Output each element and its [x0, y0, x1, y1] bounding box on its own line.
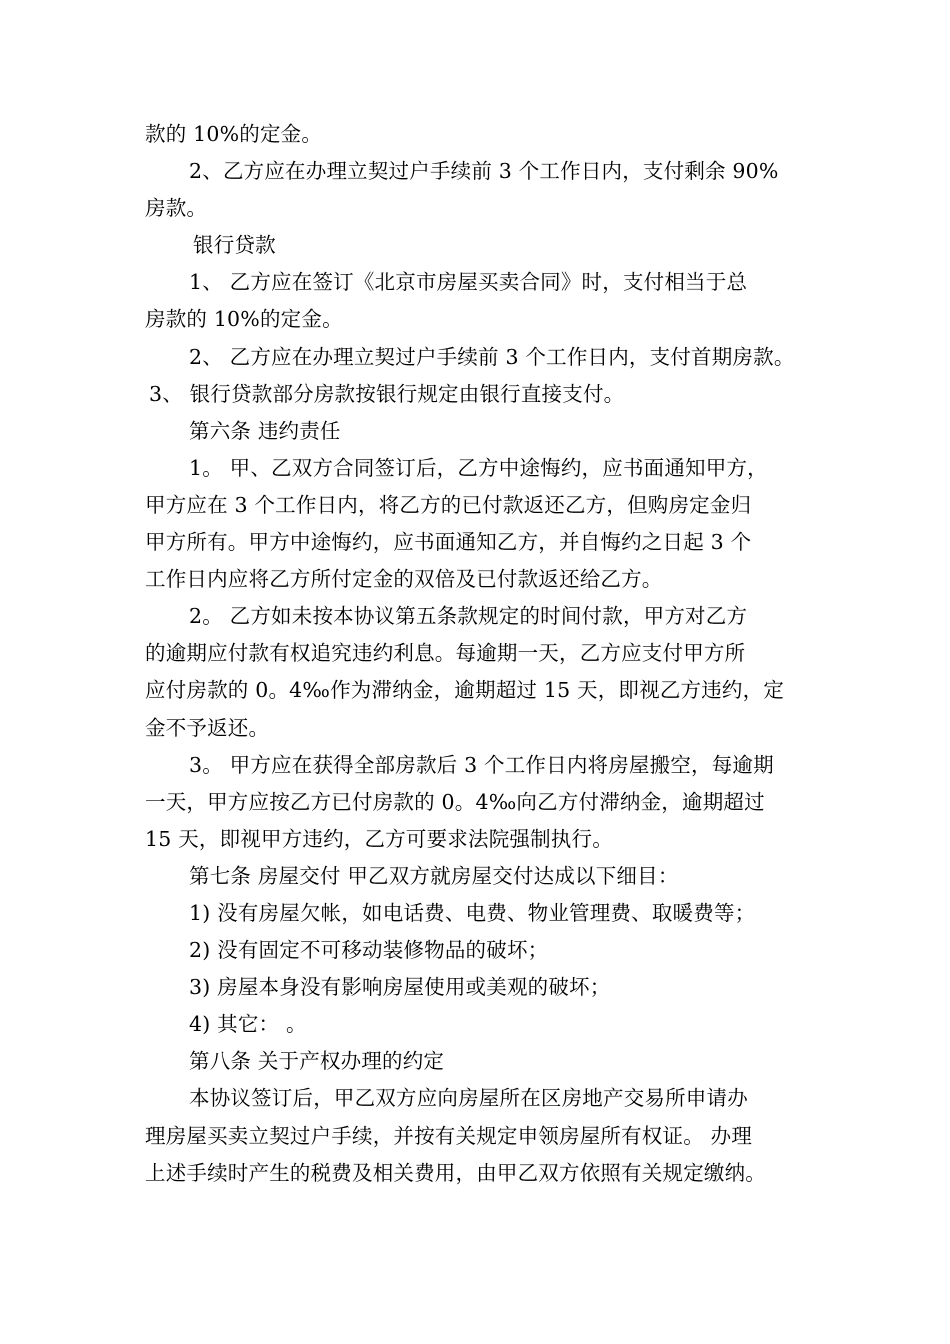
list-item: 1) 没有房屋欠帐，如电话费、电费、物业管理费、取暖费等；	[189, 900, 756, 925]
text-line: 2、 乙方应在办理立契过户手续前 3 个工作日内，支付首期房款。	[189, 344, 795, 369]
text-line: 2、乙方应在办理立契过户手续前 3 个工作日内，支付剩余 90%	[189, 159, 779, 184]
text-line: 上述手续时产生的税费及相关费用，由甲乙双方依照有关规定缴纳。	[145, 1160, 766, 1185]
text-line: 一天，甲方应按乙方已付房款的 0。4‰向乙方付滞纳金，逾期超过	[145, 789, 765, 814]
text-line: 金不予返还。	[145, 715, 270, 740]
text-line: 甲方所有。甲方中途悔约，应书面通知乙方，并自悔约之日起 3 个	[145, 530, 752, 555]
text-line: 3、 银行贷款部分房款按银行规定由银行直接支付。	[149, 381, 625, 406]
text-line: 15 天，即视甲方违约，乙方可要求法院强制执行。	[145, 826, 613, 851]
text-line: 工作日内应将乙方所付定金的双倍及已付款返还给乙方。	[145, 567, 663, 592]
text-line: 房款的 10%的定金。	[145, 307, 343, 332]
list-item: 2) 没有固定不可移动装修物品的破坏；	[189, 938, 549, 963]
text-line: 本协议签订后，甲乙双方应向房屋所在区房地产交易所申请办	[189, 1086, 748, 1111]
text-line: 款的 10%的定金。	[145, 122, 323, 146]
text-line: 的逾期应付款有权追究违约利息。每逾期一天，乙方应支付甲方所	[145, 641, 746, 666]
document-page	[145, 116, 825, 1192]
article-heading: 第六条 违约责任	[189, 418, 341, 443]
text-line: 房款。	[145, 196, 208, 221]
section-heading: 银行贷款	[193, 233, 276, 258]
text-line: 理房屋买卖立契过户手续，并按有关规定申领房屋所有权证。 办理	[145, 1123, 753, 1148]
article-heading: 第七条 房屋交付 甲乙双方就房屋交付达成以下细目：	[189, 863, 679, 888]
text-line: 应付房款的 0。4‰作为滞纳金，逾期超过 15 天，即视乙方违约，定	[145, 678, 785, 703]
text-line: 1。 甲、乙双方合同签订后，乙方中途悔约，应书面通知甲方，	[189, 455, 768, 480]
text-line: 2。 乙方如未按本协议第五条款规定的时间付款，甲方对乙方	[189, 604, 748, 629]
text-line: 1、 乙方应在签订《北京市房屋买卖合同》时，支付相当于总	[189, 270, 748, 295]
list-item: 4) 其它： 。	[189, 1012, 307, 1037]
text-line: 3。 甲方应在获得全部房款后 3 个工作日内将房屋搬空，每逾期	[189, 752, 774, 777]
article-heading: 第八条 关于产权办理的约定	[189, 1049, 445, 1074]
text-line: 甲方应在 3 个工作日内，将乙方的已付款返还乙方，但购房定金归	[145, 492, 752, 517]
list-item: 3) 房屋本身没有影响房屋使用或美观的破坏；	[189, 975, 611, 1000]
